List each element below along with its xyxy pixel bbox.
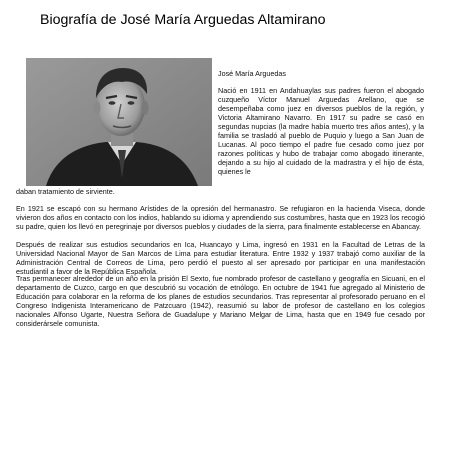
paragraph-exile: En 1921 se escapó con su hermano Arístides de la opresión del hermanastro. Se refugiaron en la hacienda Viseca, donde vivieron dos años en contacto con los indios, hablando su idioma y aprendiendo sus costumbres, hasta que en 1923 los recogió su padre, quien los llevó en peregrinaje por diversos pueblos y ciudades de la sierra, para finalmente establecerse en Abancay. [16, 204, 425, 232]
intro-paragraph: Nació en 1911 en Andahuaylas sus padres fueron el abogado cuzqueño Víctor Manuel Arguedas Arellano, que se desempeñaba como juez en diversos pueblos de la región, y Victoria Altamirano Navarro. En 1917 su padre se casó en segundas nupcias (la madre había muerto tres años antes), y la familia se trasladó al pueblo de Puquio y luego a San Juan de Lucanas. Al poco tiempo el padre fue cesado como juez por razones políticas y hubo de trabajar como abogado itinerante, dejando a su hijo al cuidado de la madrastra y el hijo de ésta, quienes le [218, 86, 424, 177]
intro-paragraph-tail: daban tratamiento de sirviente. [16, 187, 115, 196]
document-title: Biografía de José María Arguedas Altamirano [40, 12, 326, 28]
paragraph-education: Después de realizar sus estudios secundarios en Ica, Huancayo y Lima, ingresó en 1931 en la Facultad de Letras de la Universidad Nacional Mayor de San Marcos de Lima para estudiar literatura. Entre 1932 y 1937 trabajó como auxiliar de la Administración Central de Correos de Lima, pero perdió el puesto al ser apresado por participar en una manifestación estudiantil a favor de la República Española. [16, 240, 425, 277]
photo-caption: José María Arguedas [218, 69, 286, 78]
portrait-photo [26, 58, 212, 186]
paragraph-career: Tras permanecer alrededor de un año en la prisión El Sexto, fue nombrado profesor de castellano y geografía en Sicuani, en el departamento de Cuzco, cargo en que descubrió su vocación de etnólogo. En octubre de 1941 fue agregado al Ministerio de Educación para colaborar en la reforma de los planes de estudios secundarios. Tras representar al profesorado peruano en el Congreso Indigenista Interamericano de Patzcuaro (1942), reasumió su labor de profesor de castellano en los colegios nacionales Alfonso Ugarte, Nuestra Señora de Guadalupe y Mariano Melgar de Lima, hasta que en 1949 fue cesado por considerársele comunista. [16, 274, 425, 329]
portrait-illustration [26, 58, 212, 186]
